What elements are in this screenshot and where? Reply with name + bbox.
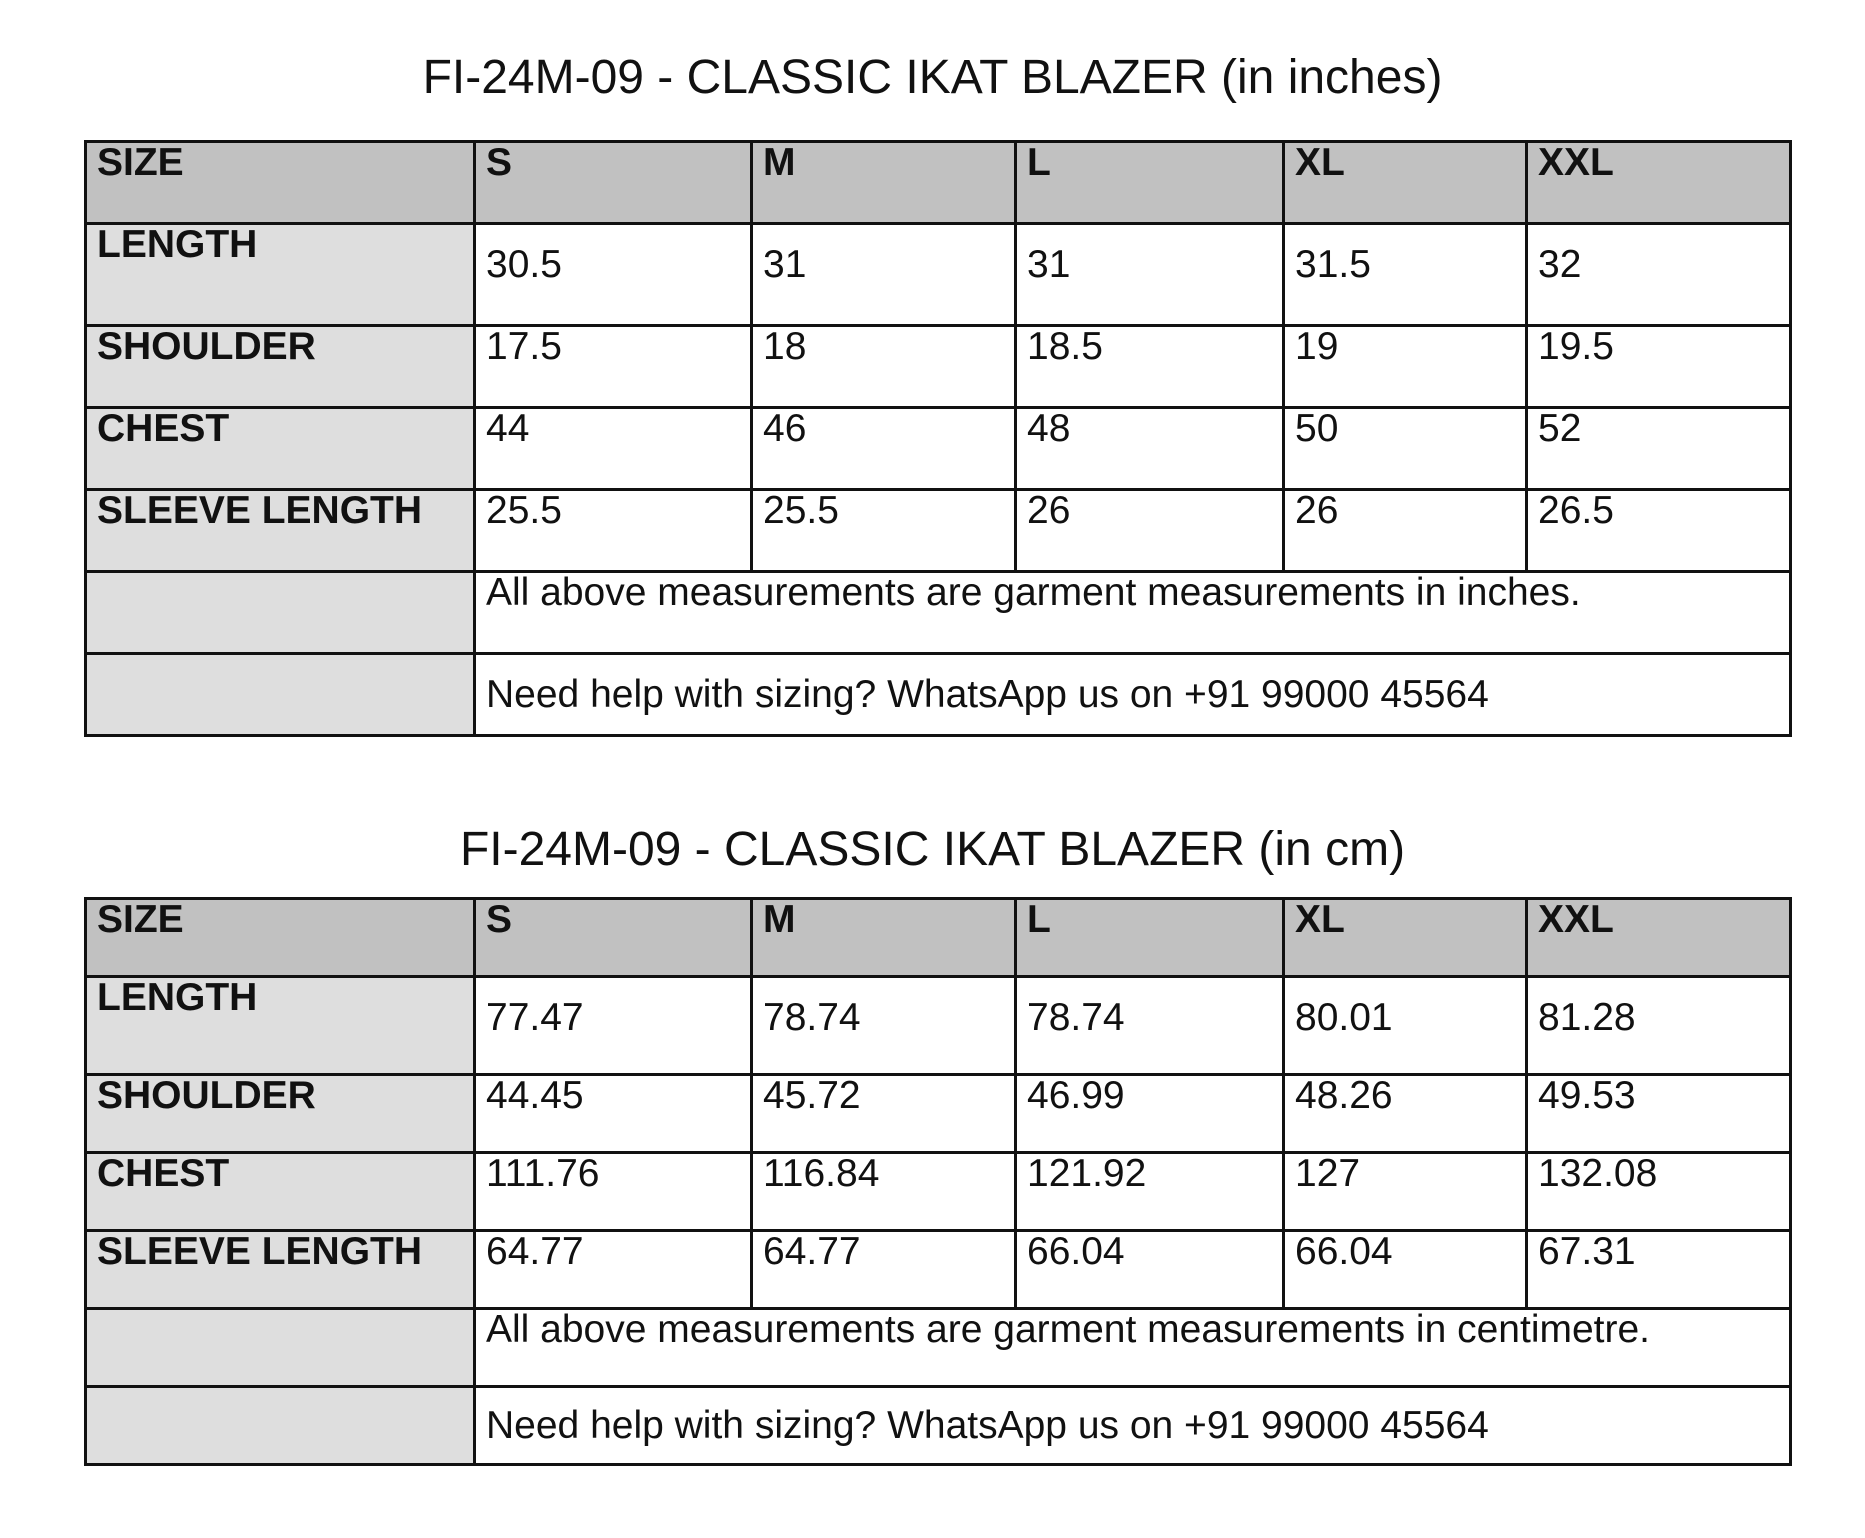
table-cell: 67.31 bbox=[1527, 1231, 1791, 1309]
table-cell: 44.45 bbox=[475, 1075, 752, 1153]
table-cell: 81.28 bbox=[1527, 977, 1791, 1075]
table-row bbox=[86, 1075, 1791, 1153]
table-cell: 30.5 bbox=[475, 224, 752, 326]
cm-table-title: FI-24M-09 - CLASSIC IKAT BLAZER (in cm) bbox=[459, 823, 1406, 876]
table-cell: 31.5 bbox=[1284, 224, 1527, 326]
table-row bbox=[86, 224, 1791, 326]
header-cell-xxl: XXL bbox=[1527, 142, 1791, 224]
table-cell: 116.84 bbox=[752, 1153, 1016, 1231]
table-cell: 19.5 bbox=[1527, 326, 1791, 408]
header-cell-xl: XL bbox=[1284, 899, 1527, 977]
table-cell: 26 bbox=[1016, 490, 1284, 572]
header-row bbox=[86, 142, 1791, 224]
help-row bbox=[86, 654, 1791, 736]
table-cell: 132.08 bbox=[1527, 1153, 1791, 1231]
table-cell: 78.74 bbox=[1016, 977, 1284, 1075]
header-cell-l: L bbox=[1016, 142, 1284, 224]
header-cell-l: L bbox=[1016, 899, 1284, 977]
header-cell-size: SIZE bbox=[86, 899, 475, 977]
row-label-chest: CHEST bbox=[86, 1153, 475, 1231]
table-cell: 64.77 bbox=[752, 1231, 1016, 1309]
header-cell-xl: XL bbox=[1284, 142, 1527, 224]
row-label-shoulder: SHOULDER bbox=[86, 326, 475, 408]
table-cell: 66.04 bbox=[1016, 1231, 1284, 1309]
row-label-length: LENGTH bbox=[86, 977, 475, 1075]
table-cell: 48.26 bbox=[1284, 1075, 1527, 1153]
table-cell: 49.53 bbox=[1527, 1075, 1791, 1153]
inches-table-title: FI-24M-09 - CLASSIC IKAT BLAZER (in inches) bbox=[422, 51, 1443, 104]
header-cell-size: SIZE bbox=[86, 142, 475, 224]
table-cell: 25.5 bbox=[475, 490, 752, 572]
table-cell: 78.74 bbox=[752, 977, 1016, 1075]
table-row bbox=[86, 977, 1791, 1075]
inches-size-table bbox=[84, 140, 1792, 737]
table-row bbox=[86, 1153, 1791, 1231]
table-cell: 121.92 bbox=[1016, 1153, 1284, 1231]
empty-label-cell bbox=[86, 654, 475, 736]
table-cell: 77.47 bbox=[475, 977, 752, 1075]
table-row bbox=[86, 408, 1791, 490]
table-cell: 64.77 bbox=[475, 1231, 752, 1309]
table-cell: 31 bbox=[1016, 224, 1284, 326]
note-row bbox=[86, 572, 1791, 654]
table-cell: 46.99 bbox=[1016, 1075, 1284, 1153]
sizing-help-text: Need help with sizing? WhatsApp us on +91 99000 45564 bbox=[475, 654, 1791, 736]
table-cell: 48 bbox=[1016, 408, 1284, 490]
table-cell: 18.5 bbox=[1016, 326, 1284, 408]
table-cell: 31 bbox=[752, 224, 1016, 326]
empty-label-cell bbox=[86, 572, 475, 654]
header-cell-s: S bbox=[475, 899, 752, 977]
row-label-sleeve-length: SLEEVE LENGTH bbox=[86, 490, 475, 572]
header-cell-xxl: XXL bbox=[1527, 899, 1791, 977]
row-label-sleeve-length: SLEEVE LENGTH bbox=[86, 1231, 475, 1309]
help-row bbox=[86, 1387, 1791, 1465]
note-row bbox=[86, 1309, 1791, 1387]
row-label-shoulder: SHOULDER bbox=[86, 1075, 475, 1153]
table-cell: 46 bbox=[752, 408, 1016, 490]
table-cell: 52 bbox=[1527, 408, 1791, 490]
header-cell-s: S bbox=[475, 142, 752, 224]
table-cell: 45.72 bbox=[752, 1075, 1016, 1153]
header-row bbox=[86, 899, 1791, 977]
table-cell: 50 bbox=[1284, 408, 1527, 490]
header-cell-m: M bbox=[752, 899, 1016, 977]
table-cell: 127 bbox=[1284, 1153, 1527, 1231]
measurement-note: All above measurements are garment measurements in inches. bbox=[475, 572, 1791, 654]
table-cell: 19 bbox=[1284, 326, 1527, 408]
measurement-note: All above measurements are garment measurements in centimetre. bbox=[475, 1309, 1791, 1387]
table-row bbox=[86, 326, 1791, 408]
table-cell: 17.5 bbox=[475, 326, 752, 408]
cm-size-table bbox=[84, 897, 1792, 1466]
table-row bbox=[86, 490, 1791, 572]
table-cell: 44 bbox=[475, 408, 752, 490]
sizing-help-text: Need help with sizing? WhatsApp us on +91 99000 45564 bbox=[475, 1387, 1791, 1465]
table-row bbox=[86, 1231, 1791, 1309]
empty-label-cell bbox=[86, 1309, 475, 1387]
table-cell: 66.04 bbox=[1284, 1231, 1527, 1309]
table-cell: 111.76 bbox=[475, 1153, 752, 1231]
table-cell: 25.5 bbox=[752, 490, 1016, 572]
table-cell: 26.5 bbox=[1527, 490, 1791, 572]
row-label-chest: CHEST bbox=[86, 408, 475, 490]
table-cell: 32 bbox=[1527, 224, 1791, 326]
table-cell: 18 bbox=[752, 326, 1016, 408]
row-label-length: LENGTH bbox=[86, 224, 475, 326]
table-cell: 80.01 bbox=[1284, 977, 1527, 1075]
empty-label-cell bbox=[86, 1387, 475, 1465]
table-cell: 26 bbox=[1284, 490, 1527, 572]
header-cell-m: M bbox=[752, 142, 1016, 224]
